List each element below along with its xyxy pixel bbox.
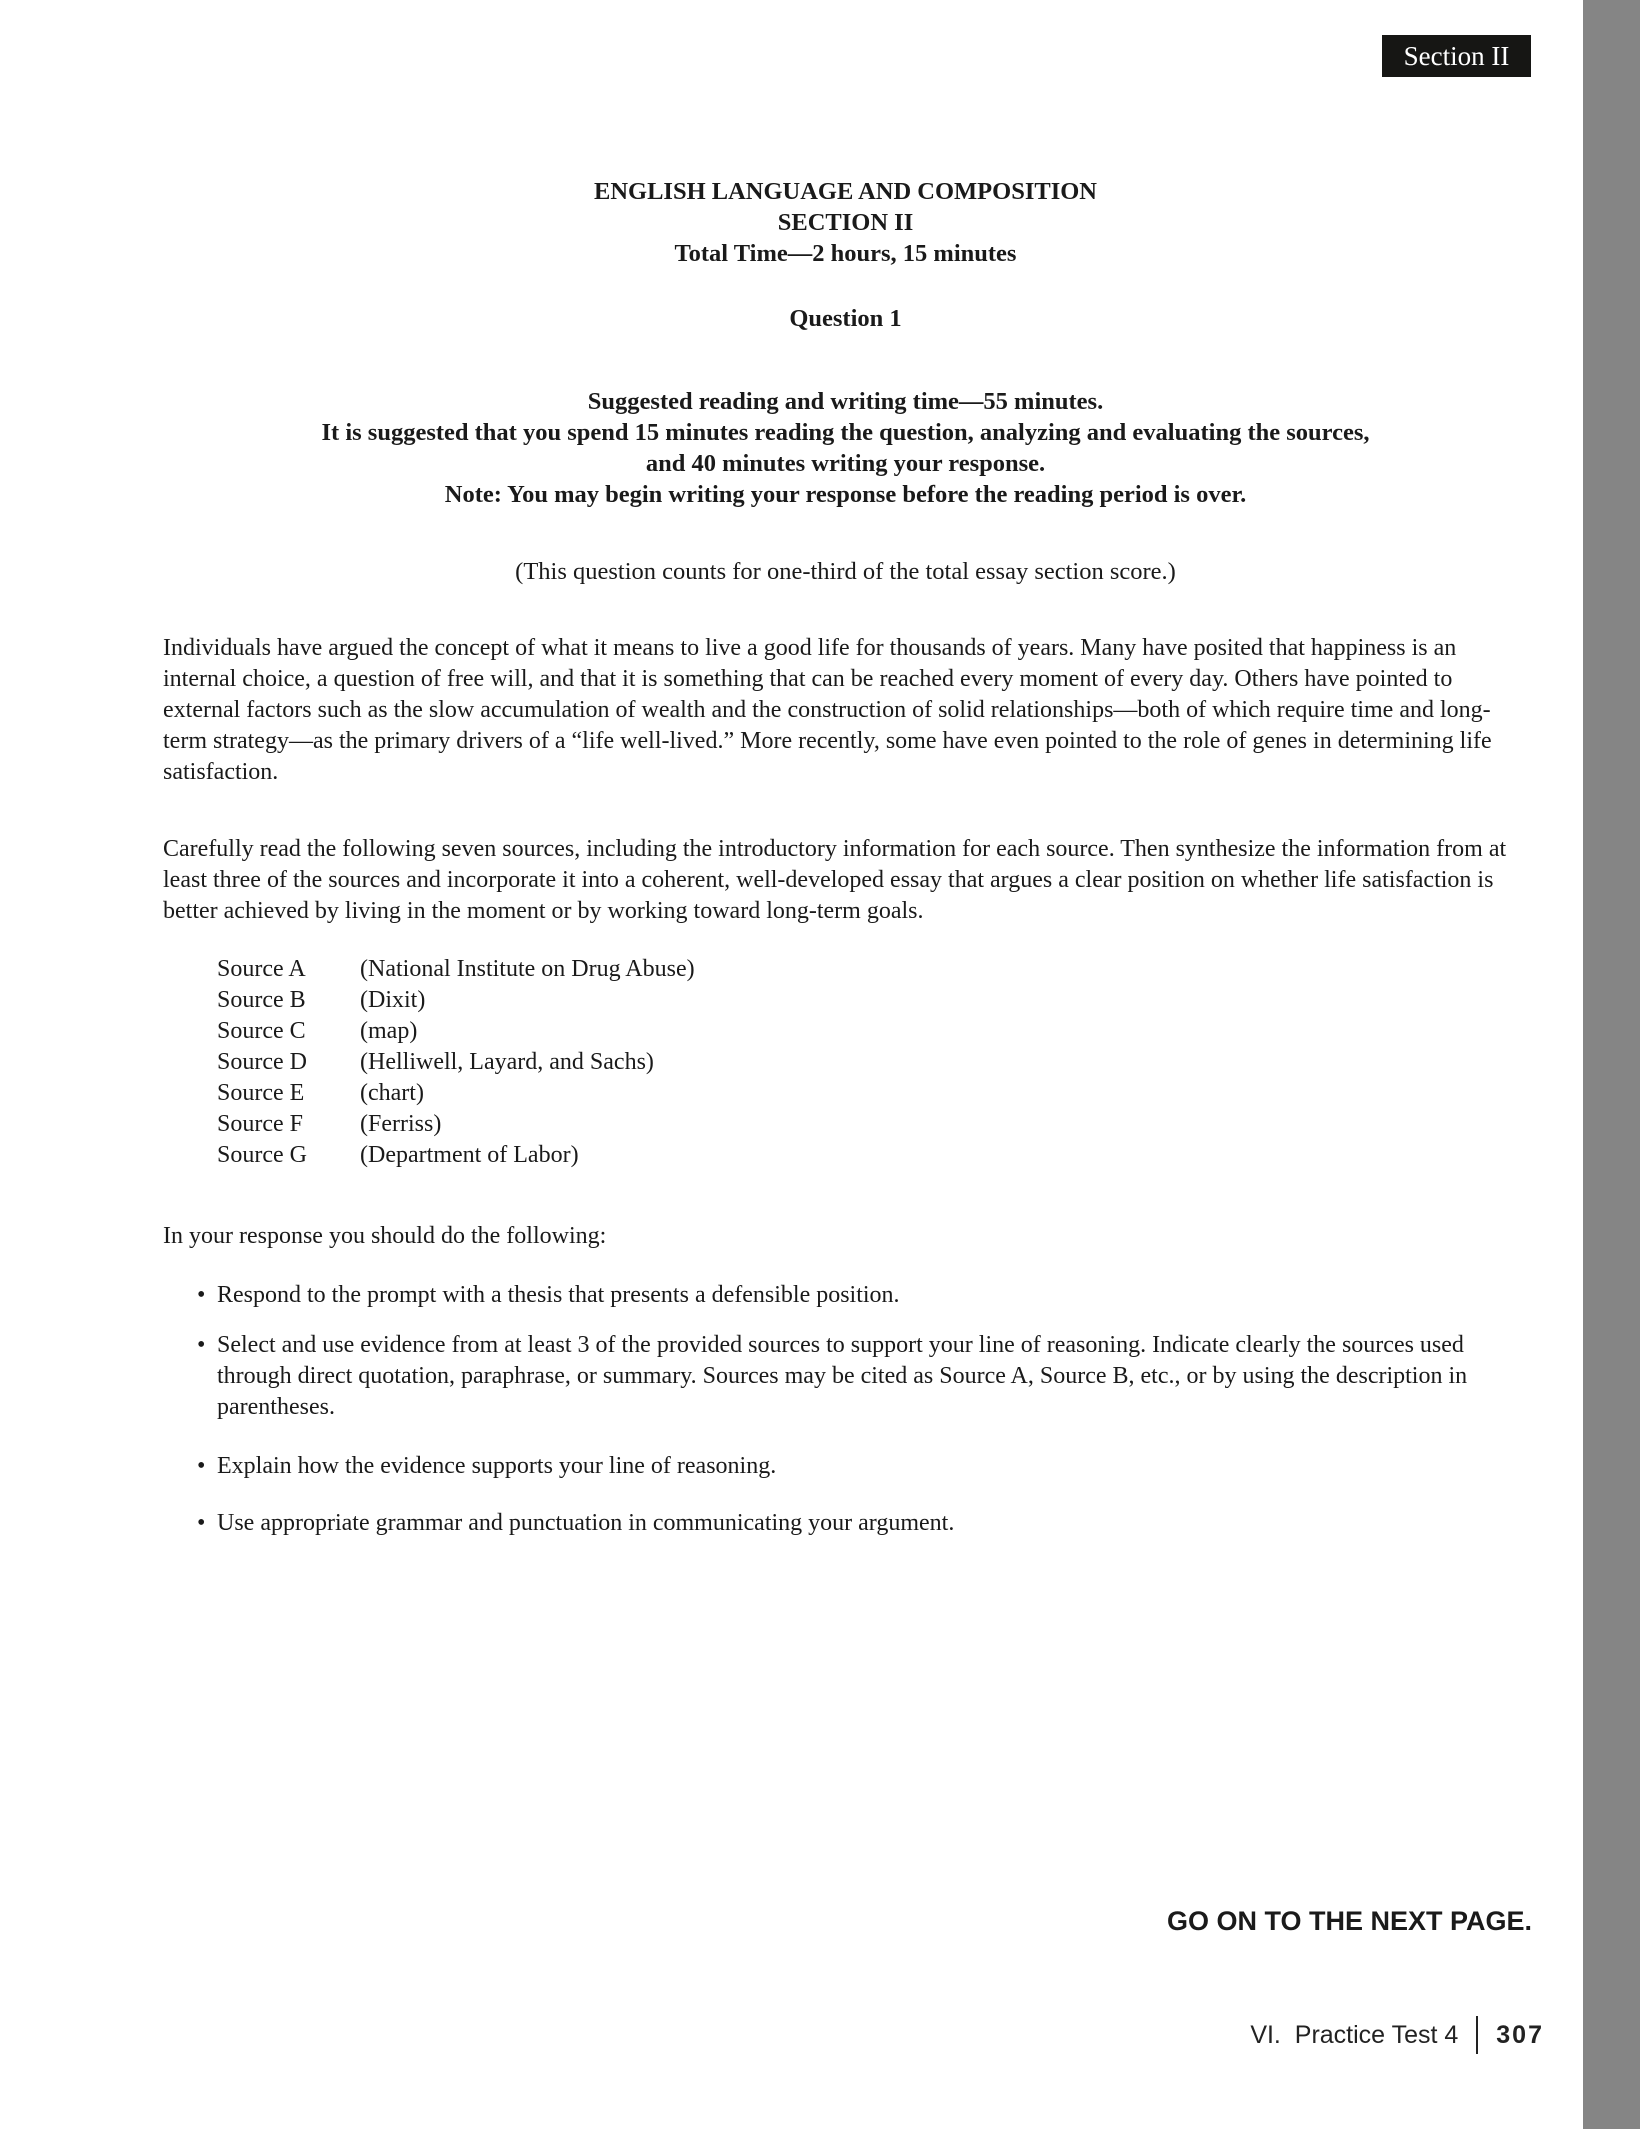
page-number: 307 [1496, 2020, 1544, 2049]
bullet-text: Use appropriate grammar and punctuation in communicating your argument. [217, 1510, 955, 1536]
bullet-icon: • [197, 1453, 206, 1479]
source-item [217, 1140, 695, 1171]
source-desc: (Department of Labor) [360, 1142, 579, 1168]
source-item [217, 1016, 695, 1047]
source-label: Source B [217, 987, 306, 1013]
footer-divider [1476, 2016, 1478, 2054]
question-number: Question 1 [789, 305, 902, 332]
instruction-line: and 40 minutes writing your response. [645, 450, 1046, 477]
page-footer [1250, 2016, 1544, 2054]
source-desc: (Ferriss) [360, 1111, 442, 1137]
bullet-text: Select and use evidence from at least 3 of the provided sources to support your line of reasoning. Indicate clearly the sources used through direct quotation, paraphrase, or summary. Sources may be cited as Source A, Source B, etc., or by using the description in parentheses. [217, 1332, 1468, 1420]
go-on-notice: GO ON TO THE NEXT PAGE. [1166, 1906, 1532, 1936]
source-label: Source F [217, 1111, 303, 1137]
page-edge-band [1583, 0, 1640, 2129]
source-item [217, 1047, 695, 1078]
instruction-line: Note: You may begin writing your response before the reading period is over. [444, 481, 1247, 508]
source-item [217, 985, 695, 1016]
source-item [217, 954, 695, 985]
task-paragraph: Carefully read the following seven sources, including the introductory information for each source. Then synthesize the information from at least three of the sources and incorporate it into a coherent, well-developed essay that argues a clear position on whether life satisfaction is better achieved by living in the moment or by working toward long-term goals. [163, 836, 1507, 924]
source-list [217, 954, 695, 1171]
bullet-icon: • [197, 1282, 206, 1308]
section-title: SECTION II [777, 209, 914, 236]
source-desc: (National Institute on Drug Abuse) [360, 956, 695, 982]
bullet-text: Explain how the evidence supports your line of reasoning. [217, 1453, 777, 1479]
source-label: Source D [217, 1049, 307, 1075]
source-label: Source E [217, 1080, 305, 1106]
instruction-line: It is suggested that you spend 15 minutes reading the question, analyzing and evaluating the sources, [321, 419, 1370, 446]
source-label: Source A [217, 956, 306, 982]
source-desc: (chart) [360, 1080, 424, 1106]
source-desc: (Helliwell, Layard, and Sachs) [360, 1049, 654, 1075]
bullet-icon: • [197, 1510, 206, 1536]
section-tag: Section II [1382, 35, 1531, 77]
bullet-item [197, 1330, 1527, 1423]
bullet-item [197, 1451, 1527, 1482]
source-desc: (map) [360, 1018, 418, 1044]
source-label: Source C [217, 1018, 306, 1044]
source-desc: (Dixit) [360, 987, 426, 1013]
weight-note: (This question counts for one-third of the total essay section score.) [515, 558, 1176, 585]
bullet-item [197, 1508, 1527, 1539]
intro-paragraph: Individuals have argued the concept of what it means to live a good life for thousands of years. Many have posited that happiness is an internal choice, a question of free will, and that it is something that can be reached every moment of every day. Others have pointed to external factors such as the slow accumulation of wealth and the construction of solid relationships—both of which require time and long-term strategy—as the primary drivers of a “life well-lived.” More recently, some have even pointed to the role of genes in determining life satisfaction. [163, 635, 1492, 785]
bullet-text: Respond to the prompt with a thesis that presents a defensible position. [217, 1282, 900, 1308]
source-item [217, 1109, 695, 1140]
response-intro: In your response you should do the following: [163, 1223, 607, 1249]
bullet-item [197, 1280, 1527, 1311]
total-time: Total Time—2 hours, 15 minutes [674, 240, 1017, 267]
chapter-label: VI. Practice Test 4 [1250, 2020, 1459, 2049]
source-label: Source G [217, 1142, 307, 1168]
instruction-line: Suggested reading and writing time—55 minutes. [587, 388, 1104, 415]
bullet-icon: • [197, 1332, 206, 1358]
source-item [217, 1078, 695, 1109]
exam-title: ENGLISH LANGUAGE AND COMPOSITION [593, 178, 1097, 205]
